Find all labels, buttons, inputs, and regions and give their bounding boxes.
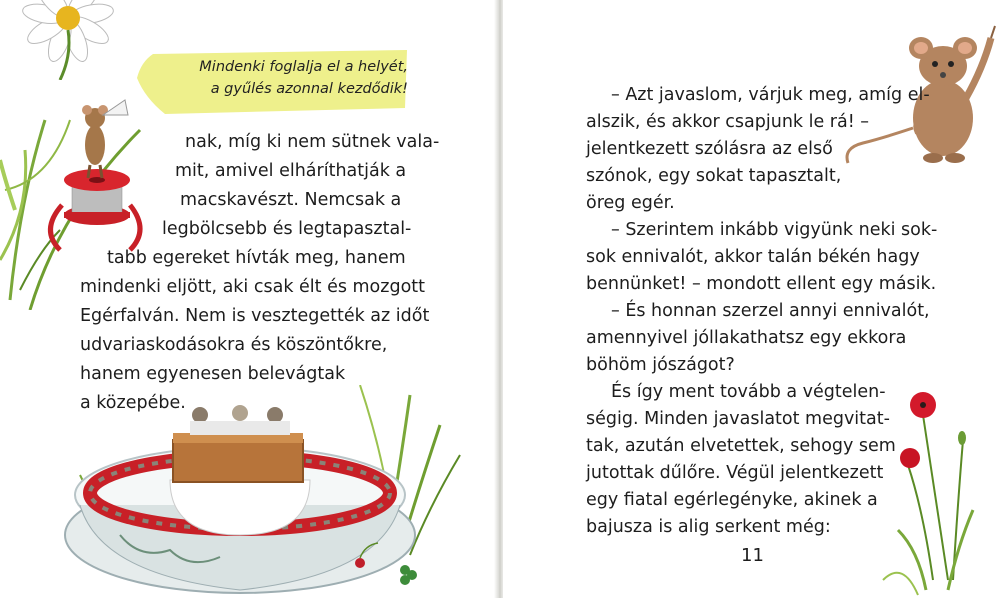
text-line: hanem egyenesen belevágtak [80, 364, 346, 384]
text-line: Egérfalván. Nem is vesztegették az időt [80, 306, 430, 326]
text-line: nak, míg ki nem sütnek vala- [185, 132, 440, 152]
text-line: sok ennivalót, akkor talán békén hagy [586, 247, 920, 267]
text-line: macskavészt. Nemcsak a [180, 190, 402, 210]
text-line: mit, amivel elháríthatják a [175, 161, 407, 181]
text-line: tabb egereket hívták meg, hanem [107, 248, 406, 268]
right-page-body-text [586, 82, 938, 541]
text-line: udvariaskodásokra és köszöntőkre, [80, 335, 388, 355]
text-line: egy fiatal egérlegényke, akinek a [586, 490, 878, 510]
text-line: mindenki eljött, aki csak élt és mozgott [80, 277, 425, 297]
text-line: bennünket! – mondott ellent egy másik. [586, 274, 937, 294]
text-line: böhöm jószágot? [586, 355, 735, 375]
left-page-body-text [80, 128, 440, 418]
text-line: jutottak dűlőre. Végül jelentkezett [586, 463, 884, 483]
text-line: – És honnan szerzel annyi ennivalót, [611, 301, 930, 321]
text-line: öreg egér. [586, 193, 675, 213]
text-line: tak, azután elvetettek, sehogy sem [586, 436, 896, 456]
text-line: szónok, egy sokat tapasztalt, [586, 166, 842, 186]
text-line: amennyivel jóllakathatsz egy ekkora [586, 328, 907, 348]
caption-line: a gyűlés azonnal kezdődik! [210, 81, 408, 97]
text-line: a közepébe. [80, 393, 186, 413]
caption-banner [135, 48, 410, 116]
mouse-meeting-basin-illustration [60, 385, 480, 598]
caption-text [180, 56, 408, 100]
text-line: – Azt javaslom, várjuk meg, amíg el- [611, 85, 930, 105]
text-line: És így ment tovább a végtelen- [611, 382, 886, 402]
page-number: 11 [741, 545, 764, 566]
right-page [503, 0, 1000, 598]
text-line: bajusza is alig serkent még: [586, 517, 831, 537]
text-line: legbölcsebb és legtapasztal- [162, 219, 412, 239]
text-line: alszik, és akkor csapjunk le rá! – [586, 112, 870, 132]
text-line: jelentkezett szólásra az első [586, 139, 833, 159]
text-line: – Szerintem inkább vigyünk neki sok- [611, 220, 938, 240]
left-page [0, 0, 497, 598]
caption-line: Mindenki foglalja el a helyét, [199, 59, 408, 75]
text-line: ségig. Minden javaslatot megvitat- [586, 409, 890, 429]
